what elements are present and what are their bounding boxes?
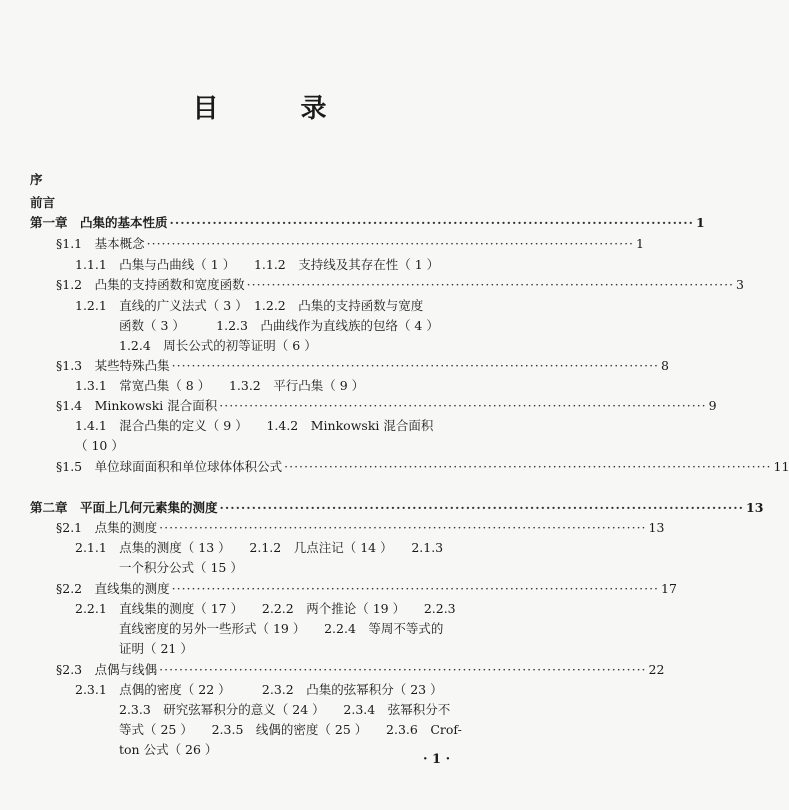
leader-dots: ·································································································· (159, 520, 647, 535)
leader-dots: ·································································································· (169, 215, 694, 230)
toc-entry-label: §1.2 凸集的支持函数和宽度函数 (56, 277, 245, 292)
toc-entry-page: 1 (636, 236, 644, 251)
toc-entry-label: §1.1 基本概念 (56, 236, 145, 251)
toc-subentries-2-1-line1: 2.1.1 点集的测度（ 13 ） 2.1.2 几点注记（ 14 ） 2.1.3 (75, 540, 444, 555)
toc-entry-chapter-1 (30, 215, 705, 231)
toc-entry-chapter-2 (30, 500, 764, 516)
toc-subentries-1-3: 1.3.1 常宽凸集（ 8 ） 1.3.2 平行凸集（ 9 ） (75, 378, 365, 393)
toc-entry-preface: 序 (30, 172, 43, 187)
leader-dots: ·································································································· (219, 500, 744, 515)
leader-dots: ·································································································· (171, 358, 660, 373)
toc-entry-label: §2.1 点集的测度 (56, 520, 158, 535)
toc-entry-page: 1 (696, 215, 705, 230)
toc-entry-section-1-5 (56, 459, 789, 475)
toc-entry-page: 11 (773, 459, 789, 474)
toc-entry-label: §2.2 直线集的测度 (56, 581, 170, 596)
toc-subentries-1-4-line2: （ 10 ） (75, 438, 124, 453)
toc-entry-foreword: 前言 (30, 195, 56, 210)
page-title: 目 录 (192, 94, 355, 124)
leader-dots: ·································································································· (159, 662, 647, 677)
toc-subentries-1-2-line3: 1.2.4 周长公式的初等证明（ 6 ） (119, 338, 317, 353)
toc-entry-section-1-1 (56, 236, 644, 252)
leader-dots: ·································································································· (284, 459, 772, 474)
leader-dots: ·································································································· (219, 398, 707, 413)
toc-subentries-2-3-line1: 2.3.1 点偶的密度（ 22 ） 2.3.2 凸集的弦幂积分（ 23 ） (75, 682, 443, 697)
toc-entry-label: 第二章 平面上几何元素集的测度 (30, 500, 218, 515)
toc-subentries-1-1: 1.1.1 凸集与凸曲线（ 1 ） 1.1.2 支持线及其存在性（ 1 ） (75, 257, 440, 272)
toc-entry-page: 3 (736, 277, 744, 292)
toc-entry-section-1-2 (56, 277, 744, 293)
toc-subentries-2-2-line3: 证明（ 21 ） (119, 641, 193, 656)
toc-subentries-1-2-line2: 函数（ 3 ） 1.2.3 凸曲线作为直线族的包络（ 4 ） (119, 318, 439, 333)
toc-subentries-2-3-line2: 2.3.3 研究弦幂积分的意义（ 24 ） 2.3.4 弦幂积分不 (119, 702, 451, 717)
toc-subentries-2-2-line2: 直线密度的另外一些形式（ 19 ） 2.2.4 等周不等式的 (119, 621, 444, 636)
toc-entry-label: §1.4 Minkowski 混合面积 (56, 398, 218, 413)
toc-entry-section-1-4 (56, 398, 717, 414)
toc-entry-page: 13 (648, 520, 665, 535)
toc-entry-section-1-3 (56, 358, 669, 374)
leader-dots: ·································································································· (146, 236, 635, 251)
toc-entry-label: §1.3 某些特殊凸集 (56, 358, 170, 373)
toc-subentries-2-3-line3: 等式（ 25 ） 2.3.5 线偶的密度（ 25 ） 2.3.6 Crof- (119, 722, 462, 737)
toc-subentries-2-2-line1: 2.2.1 直线集的测度（ 17 ） 2.2.2 两个推论（ 19 ） 2.2.3 (75, 601, 456, 616)
toc-entry-page: 9 (708, 398, 717, 413)
toc-entry-label: §1.5 单位球面面积和单位球体体积公式 (56, 459, 283, 474)
toc-subentries-2-1-line2: 一个积分公式（ 15 ） (119, 560, 243, 575)
toc-entry-label: 第一章 凸集的基本性质 (30, 215, 168, 230)
toc-entry-section-2-1 (56, 520, 665, 536)
leader-dots: ·································································································· (171, 581, 660, 596)
toc-subentries-1-4-line1: 1.4.1 混合凸集的定义（ 9 ） 1.4.2 Minkowski 混合面积 (75, 418, 434, 433)
toc-entry-label: §2.3 点偶与线偶 (56, 662, 158, 677)
leader-dots: ·································································································· (246, 277, 735, 292)
toc-entry-page: 13 (746, 500, 764, 515)
toc-entry-page: 8 (661, 358, 669, 373)
toc-entry-page: 17 (661, 581, 677, 596)
toc-subentries-2-3-line4: ton 公式（ 26 ） (119, 742, 218, 757)
toc-entry-section-2-2 (56, 581, 677, 597)
toc-entry-page: 22 (648, 662, 665, 677)
toc-subentries-1-2-line1: 1.2.1 直线的广义法式（ 3 ） 1.2.2 凸集的支持函数与宽度 (75, 298, 424, 313)
toc-entry-section-2-3 (56, 662, 665, 678)
page-number: · 1 · (423, 752, 451, 767)
